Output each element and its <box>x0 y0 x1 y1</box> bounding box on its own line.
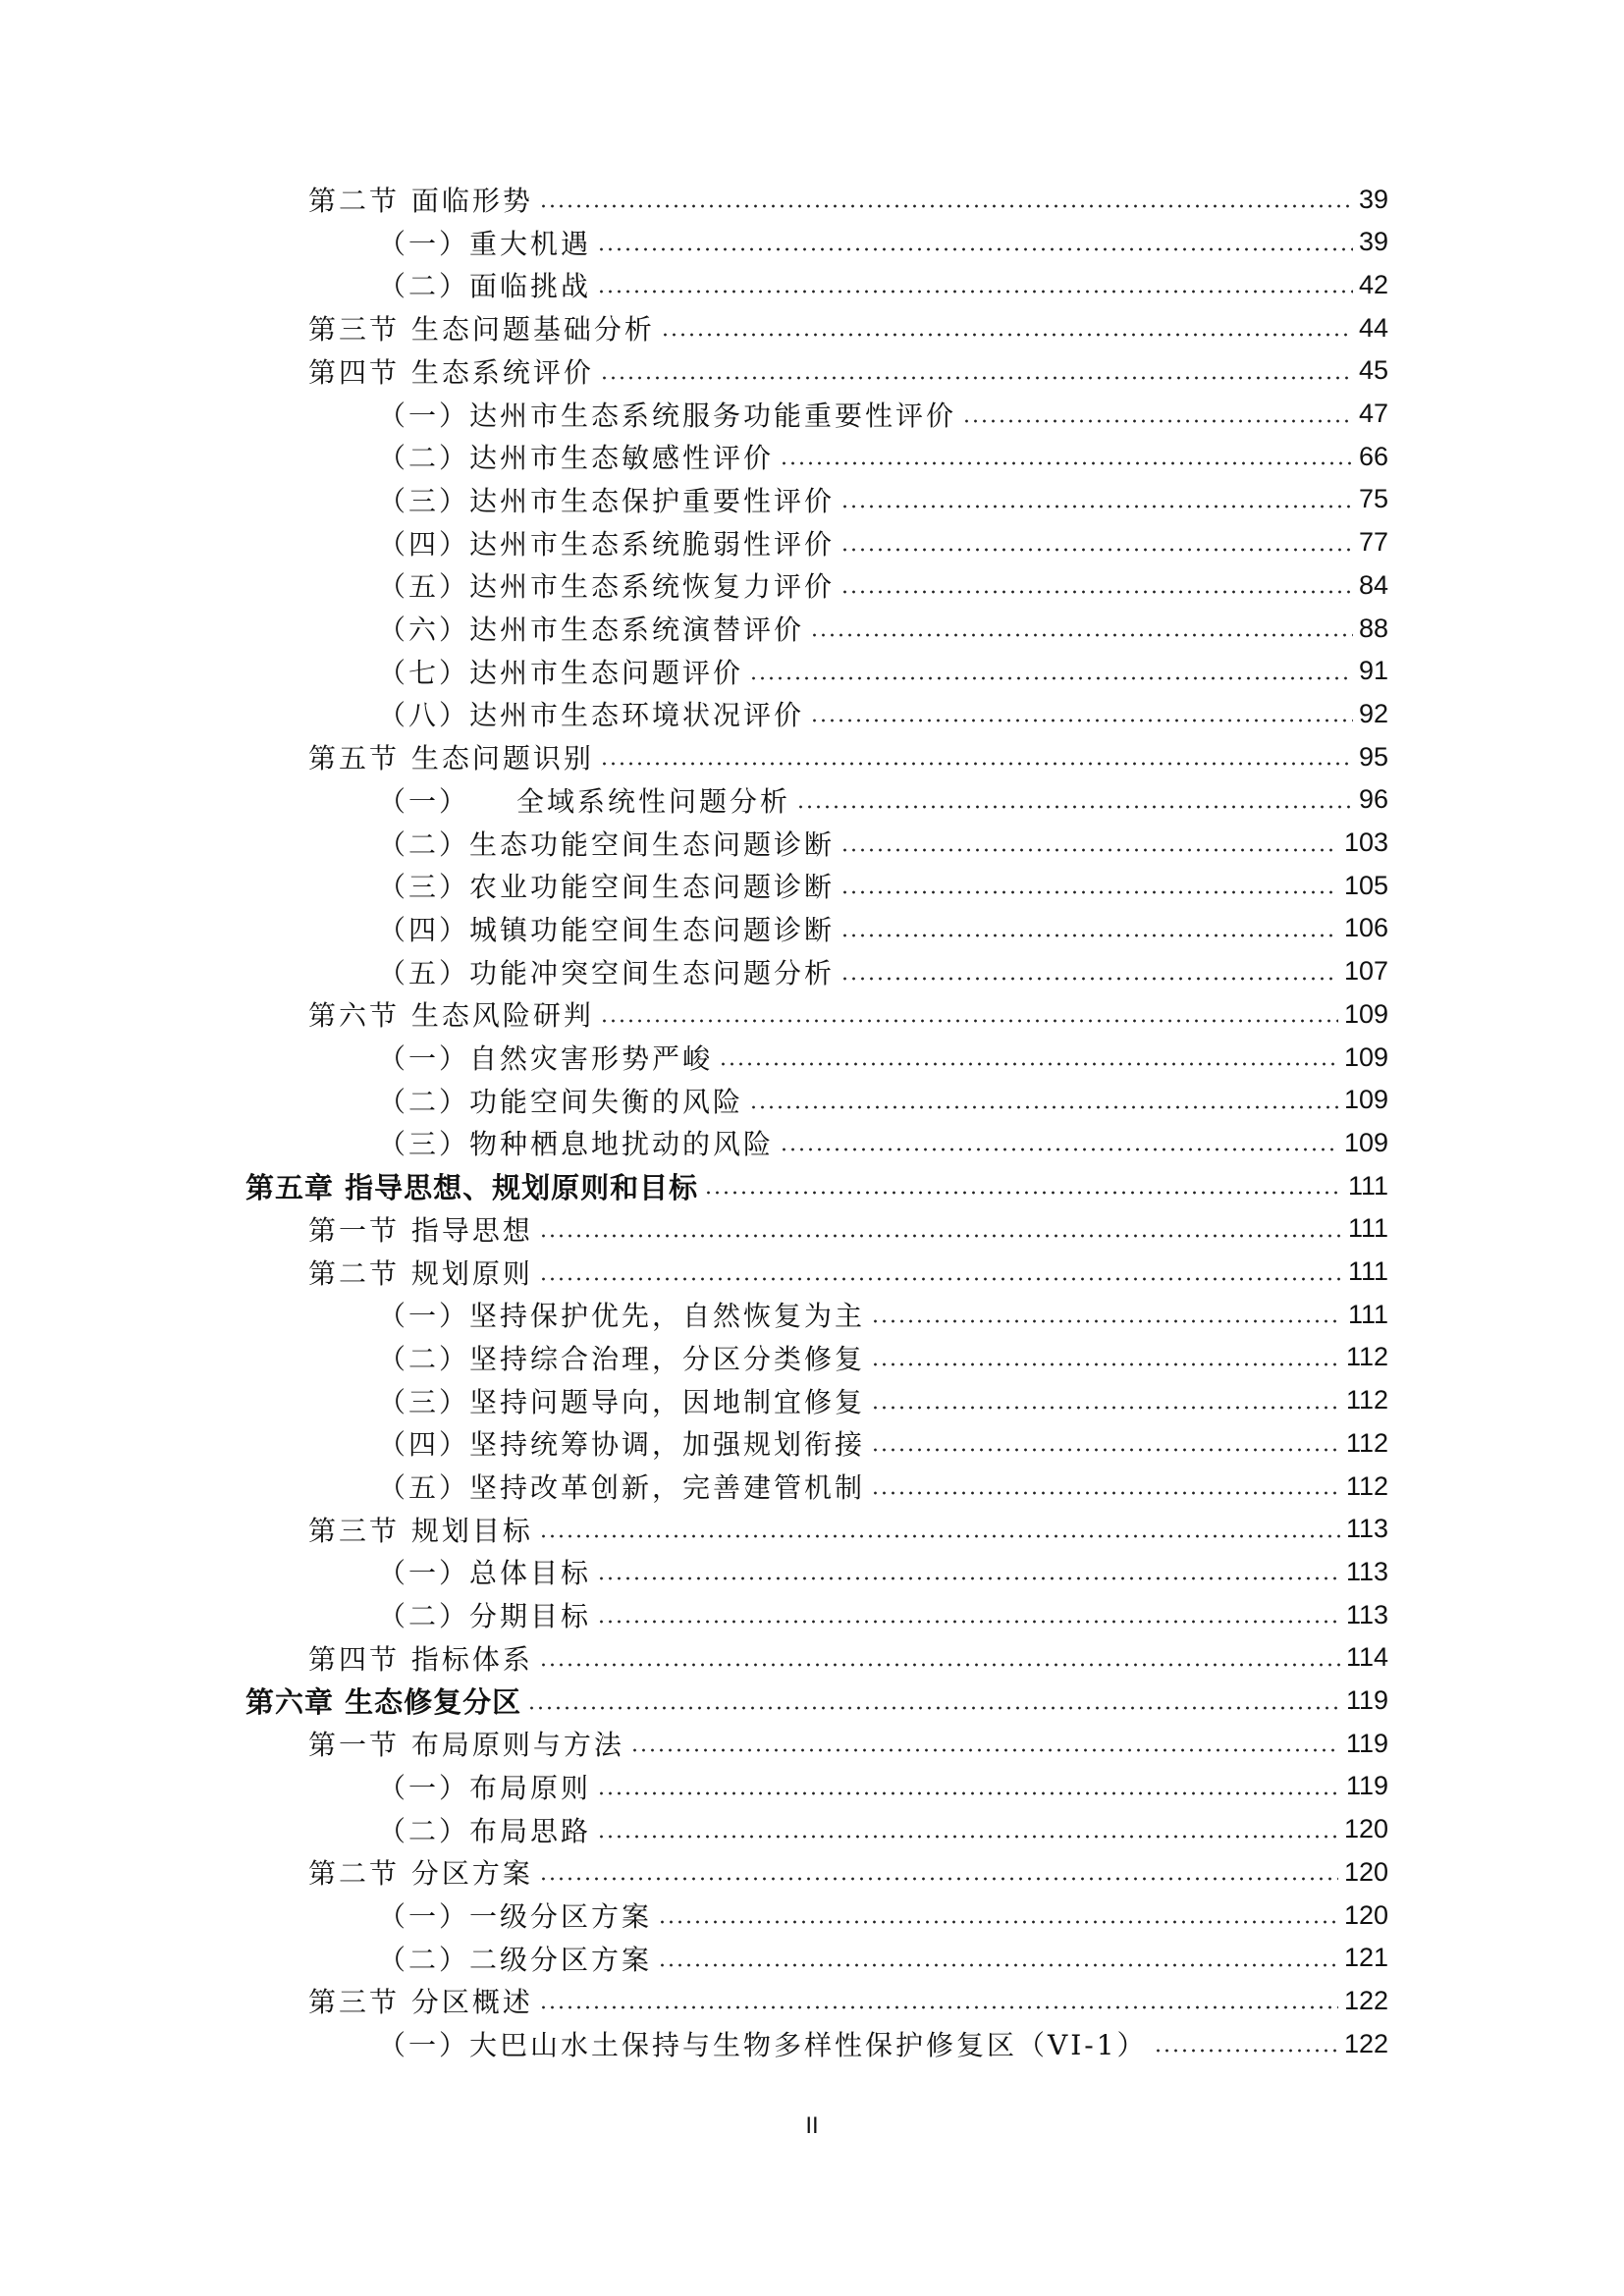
toc-entry-title: 第五章 指导思想、规划原则和目标 <box>245 1170 699 1204</box>
toc-entry[interactable] <box>378 650 1388 693</box>
dot-leader <box>962 418 1353 424</box>
toc-entry-title: 第一节 指导思想 <box>308 1213 533 1247</box>
toc-entry-title: （一）坚持保护优先，自然恢复为主 <box>378 1300 866 1333</box>
dot-leader <box>597 1575 1340 1581</box>
toc-entry-title: （三）达州市生态保护重要性评价 <box>378 484 836 517</box>
toc-entry[interactable] <box>378 1036 1388 1079</box>
toc-section-row <box>0 1508 1624 1551</box>
toc-entry-page: 88 <box>1358 613 1388 643</box>
toc-entry[interactable] <box>378 1079 1388 1122</box>
toc-entry-page: 39 <box>1358 227 1388 257</box>
toc-entry-page: 114 <box>1345 1642 1388 1673</box>
dot-leader <box>600 761 1353 767</box>
dot-leader <box>600 1018 1338 1024</box>
toc-entry-title: 第四节 生态系统评价 <box>308 355 594 389</box>
toc-entry-page: 106 <box>1343 913 1388 943</box>
toc-entry[interactable] <box>308 1251 1388 1294</box>
toc-entry[interactable] <box>308 306 1388 349</box>
toc-entry[interactable] <box>308 178 1388 221</box>
toc-chapter-row <box>0 1164 1624 1207</box>
dot-leader <box>871 1362 1340 1367</box>
toc-entry[interactable] <box>378 778 1388 822</box>
dot-leader <box>597 1834 1338 1840</box>
toc-entry[interactable] <box>378 1379 1388 1422</box>
toc-entry-title: （二）布局思路 <box>378 1814 592 1847</box>
toc-entry-title: （三）坚持问题导向，因地制宜修复 <box>378 1385 866 1418</box>
toc-entry-title: （二）坚持综合治理，分区分类修复 <box>378 1342 866 1375</box>
toc-subsection-row <box>0 822 1624 865</box>
toc-entry-page: 111 <box>1347 1256 1388 1286</box>
dot-leader <box>658 1962 1338 1968</box>
toc-entry-title: 第三节 规划目标 <box>308 1514 533 1547</box>
dot-leader <box>749 675 1353 681</box>
dot-leader <box>749 1104 1338 1110</box>
toc-section-row <box>0 1251 1624 1294</box>
toc-entry-title: （二）面临挑战 <box>378 270 592 303</box>
dot-leader <box>871 1318 1342 1324</box>
dot-leader <box>704 1190 1342 1196</box>
toc-entry-title: （二）达州市生态敏感性评价 <box>378 442 775 475</box>
toc-entry-page: 84 <box>1358 569 1388 600</box>
dot-leader <box>840 933 1338 938</box>
dot-leader <box>871 1405 1340 1411</box>
toc-entry-page: 91 <box>1358 656 1388 686</box>
dot-leader <box>871 1490 1340 1496</box>
toc-entry-page: 95 <box>1358 741 1388 772</box>
dot-leader <box>810 632 1353 638</box>
toc-entry[interactable] <box>308 1850 1388 1894</box>
toc-entry-title: 第一节 布局原则与方法 <box>308 1729 624 1762</box>
toc-entry[interactable] <box>378 221 1388 264</box>
toc-entry[interactable] <box>378 563 1388 607</box>
dot-leader <box>661 332 1353 338</box>
dot-leader <box>840 547 1353 553</box>
toc-entry-title: （七）达州市生态问题评价 <box>378 656 744 689</box>
toc-subsection-row <box>0 650 1624 693</box>
toc-entry[interactable] <box>378 1121 1388 1164</box>
toc-entry-page: 119 <box>1345 1771 1388 1801</box>
toc-entry-title: （一）布局原则 <box>378 1771 592 1804</box>
toc-entry-page: 113 <box>1345 1514 1388 1544</box>
toc-entry-page: 75 <box>1358 484 1388 514</box>
toc-subsection-row <box>0 1550 1624 1593</box>
dot-leader <box>539 1662 1340 1668</box>
toc-subsection-row <box>0 2022 1624 2065</box>
toc-entry[interactable] <box>378 1336 1388 1379</box>
toc-subsection-row <box>0 907 1624 950</box>
toc-entry-page: 112 <box>1345 1427 1388 1458</box>
toc-entry-page: 44 <box>1358 312 1388 343</box>
toc-entry[interactable] <box>378 1937 1388 1980</box>
toc-entry-title: 第二节 规划原则 <box>308 1256 533 1290</box>
toc-entry[interactable] <box>378 435 1388 478</box>
toc-entry[interactable] <box>308 735 1388 778</box>
toc-entry[interactable] <box>308 992 1388 1036</box>
toc-entry-title: （四）城镇功能空间生态问题诊断 <box>378 913 836 946</box>
toc-entry[interactable] <box>378 864 1388 907</box>
toc-subsection-row <box>0 393 1624 436</box>
dot-leader <box>810 718 1353 723</box>
toc-section-row <box>0 1979 1624 2022</box>
toc-subsection-row <box>0 1336 1624 1379</box>
dot-leader <box>840 976 1338 982</box>
dot-leader <box>840 889 1338 895</box>
dot-leader <box>597 1790 1340 1796</box>
toc-entry-title: （五）功能冲突空间生态问题分析 <box>378 956 836 989</box>
toc-subsection-row <box>0 263 1624 306</box>
toc-entry-title: （二）功能空间失衡的风险 <box>378 1085 744 1118</box>
toc-subsection-row <box>0 1465 1624 1508</box>
toc-entry[interactable] <box>378 263 1388 306</box>
toc-entry-title: （三）物种栖息地扰动的风险 <box>378 1128 775 1161</box>
toc-entry[interactable] <box>378 822 1388 865</box>
toc-entry-page: 107 <box>1343 956 1388 987</box>
toc-section-row <box>0 1207 1624 1251</box>
toc-entry[interactable] <box>378 393 1388 436</box>
toc-entry[interactable] <box>378 1421 1388 1465</box>
toc-entry-title: 第五节 生态问题识别 <box>308 742 594 775</box>
dot-leader <box>539 1233 1342 1239</box>
dot-leader <box>600 375 1353 381</box>
toc-entry-page: 109 <box>1343 1127 1388 1157</box>
dot-leader <box>539 203 1353 209</box>
dot-leader <box>539 1533 1340 1539</box>
toc-subsection-row <box>0 478 1624 521</box>
dot-leader <box>597 1619 1340 1625</box>
toc-entry[interactable] <box>378 1894 1388 1937</box>
toc-entry-title: （一）一级分区方案 <box>378 1900 653 1933</box>
dot-leader <box>630 1747 1340 1753</box>
toc-entry-page: 111 <box>1347 1213 1388 1244</box>
toc-entry[interactable] <box>245 1680 1388 1723</box>
toc-entry-title: （一）重大机遇 <box>378 227 592 260</box>
toc-entry-title: 第二节 面临形势 <box>308 185 533 217</box>
toc-entry-title: （二）分期目标 <box>378 1600 592 1633</box>
toc-entry[interactable] <box>378 1293 1388 1336</box>
toc-subsection-row <box>0 692 1624 735</box>
toc-entry-page: 121 <box>1343 1943 1388 1973</box>
toc-section-row <box>0 1722 1624 1765</box>
toc-entry[interactable] <box>378 607 1388 650</box>
toc-subsection-row <box>0 1079 1624 1122</box>
toc-subsection-row <box>0 1808 1624 1851</box>
toc-entry-title: （二）二级分区方案 <box>378 1943 653 1976</box>
toc-entry-title: 第六节 生态风险研判 <box>308 999 594 1033</box>
toc-subsection-row <box>0 1379 1624 1422</box>
toc-entry-page: 47 <box>1358 399 1388 428</box>
toc-entry-title: （四）达州市生态系统脆弱性评价 <box>378 527 836 561</box>
dot-leader <box>840 589 1353 595</box>
toc-entry[interactable] <box>378 907 1388 950</box>
toc-entry-page: 113 <box>1345 1599 1388 1629</box>
toc-entry-title: （一）总体目标 <box>378 1557 592 1590</box>
toc-entry[interactable] <box>378 1765 1388 1808</box>
toc-entry[interactable] <box>308 349 1388 393</box>
dot-leader <box>871 1447 1340 1453</box>
dot-leader <box>539 2004 1338 2010</box>
toc-subsection-row <box>0 950 1624 993</box>
toc-subsection-row <box>0 1421 1624 1465</box>
toc-subsection-row <box>0 1293 1624 1336</box>
dot-leader <box>840 504 1353 509</box>
toc-entry-title: （四）坚持统筹协调，加强规划衔接 <box>378 1428 866 1462</box>
dot-leader <box>840 847 1338 853</box>
toc-entry-title: 第四节 指标体系 <box>308 1642 533 1676</box>
dot-leader <box>539 1276 1342 1282</box>
dot-leader <box>719 1061 1338 1067</box>
dot-leader <box>780 1147 1338 1152</box>
toc-entry[interactable] <box>378 1465 1388 1508</box>
toc-subsection-row <box>0 778 1624 822</box>
toc-section-row <box>0 735 1624 778</box>
dot-leader <box>597 289 1353 294</box>
toc-subsection-row <box>0 1894 1624 1937</box>
dot-leader <box>658 1919 1338 1925</box>
page-number: II <box>805 2112 819 2139</box>
toc-entry-title: （一）自然灾害形势严峻 <box>378 1042 714 1075</box>
toc-entry-page: 119 <box>1345 1685 1388 1715</box>
toc-entry-page: 39 <box>1358 184 1388 214</box>
toc-entry[interactable] <box>308 1722 1388 1765</box>
toc-entry-title: （八）达州市生态环境状况评价 <box>378 699 805 732</box>
toc-section-row <box>0 1636 1624 1680</box>
toc-entry-title: （三）农业功能空间生态问题诊断 <box>378 871 836 904</box>
toc-section-row <box>0 306 1624 349</box>
toc-subsection-row <box>0 1036 1624 1079</box>
toc-subsection-row <box>0 563 1624 607</box>
toc-entry-page: 105 <box>1343 870 1388 900</box>
toc-subsection-row <box>0 1937 1624 1980</box>
toc-entry-title: 第二节 分区方案 <box>308 1857 533 1891</box>
toc-entry-page: 120 <box>1343 1856 1388 1887</box>
toc-entry-title: （二）生态功能空间生态问题诊断 <box>378 828 836 861</box>
toc-subsection-row <box>0 221 1624 264</box>
toc-entry-page: 109 <box>1343 998 1388 1029</box>
toc-entry-title: 第三节 分区概述 <box>308 1986 533 2019</box>
toc-section-row <box>0 1850 1624 1894</box>
toc-entry[interactable] <box>245 1164 1388 1207</box>
toc-entry[interactable] <box>378 1593 1388 1636</box>
toc-entry[interactable] <box>378 1808 1388 1851</box>
toc-entry-page: 45 <box>1358 355 1388 386</box>
toc-entry-page: 111 <box>1347 1299 1388 1329</box>
toc-entry-page: 112 <box>1345 1470 1388 1501</box>
toc-entry[interactable] <box>308 1979 1388 2022</box>
toc-subsection-row <box>0 521 1624 564</box>
toc-subsection-row <box>0 864 1624 907</box>
toc-entry-title: （一） 全域系统性问题分析 <box>378 784 791 818</box>
toc-entry[interactable] <box>378 950 1388 993</box>
toc-entry-title: （六）达州市生态系统演替评价 <box>378 614 805 646</box>
toc-section-row <box>0 178 1624 221</box>
toc-entry-page: 103 <box>1343 828 1388 857</box>
toc-entry-title: （五）达州市生态系统恢复力评价 <box>378 570 836 604</box>
toc-entry-page: 113 <box>1345 1556 1388 1586</box>
toc-entry[interactable] <box>378 692 1388 735</box>
toc-entry-page: 42 <box>1358 269 1388 299</box>
dot-leader <box>539 1876 1338 1882</box>
toc-subsection-row <box>0 607 1624 650</box>
toc-entry-page: 112 <box>1345 1385 1388 1415</box>
toc-entry-page: 109 <box>1343 1085 1388 1115</box>
toc-entry[interactable] <box>378 478 1388 521</box>
toc-entry[interactable] <box>308 1207 1388 1251</box>
toc-entry-page: 120 <box>1343 1814 1388 1844</box>
toc-entry[interactable] <box>378 2022 1388 2065</box>
toc-entry-title: 第三节 生态问题基础分析 <box>308 313 655 347</box>
toc-entry-title: 第六章 生态修复分区 <box>245 1685 522 1719</box>
toc-entry-page: 119 <box>1345 1728 1388 1758</box>
toc-entry-title: （一）达州市生态系统服务功能重要性评价 <box>378 399 957 432</box>
toc-subsection-row <box>0 1121 1624 1164</box>
toc-subsection-row <box>0 1593 1624 1636</box>
toc-entry-title: （五）坚持改革创新，完善建管机制 <box>378 1471 866 1504</box>
toc-entry-page: 109 <box>1343 1041 1388 1072</box>
toc-entry-page: 66 <box>1358 441 1388 471</box>
toc-entry[interactable] <box>308 1508 1388 1551</box>
toc-entry-page: 96 <box>1358 784 1388 815</box>
dot-leader <box>1154 2048 1338 2054</box>
toc-entry-title: （一）大巴山水土保持与生物多样性保护修复区（VI-1） <box>378 2029 1148 2062</box>
toc-entry[interactable] <box>308 1636 1388 1680</box>
toc-entry-page: 77 <box>1358 527 1388 558</box>
toc-entry-page: 92 <box>1358 698 1388 728</box>
toc-section-row <box>0 349 1624 393</box>
toc-entry[interactable] <box>378 1550 1388 1593</box>
toc-subsection-row <box>0 1765 1624 1808</box>
dot-leader <box>780 460 1353 466</box>
toc-entry[interactable] <box>378 521 1388 564</box>
toc-entry-page: 112 <box>1345 1342 1388 1372</box>
dot-leader <box>527 1705 1340 1711</box>
toc-entry-page: 111 <box>1347 1170 1388 1201</box>
dot-leader <box>597 246 1353 252</box>
toc-chapter-row <box>0 1680 1624 1723</box>
toc-entry-page: 122 <box>1343 2028 1388 2058</box>
toc-entry-page: 120 <box>1343 1899 1388 1930</box>
toc-section-row <box>0 992 1624 1036</box>
toc-entry-page: 122 <box>1343 1985 1388 2015</box>
dot-leader <box>796 804 1353 810</box>
toc-subsection-row <box>0 435 1624 478</box>
